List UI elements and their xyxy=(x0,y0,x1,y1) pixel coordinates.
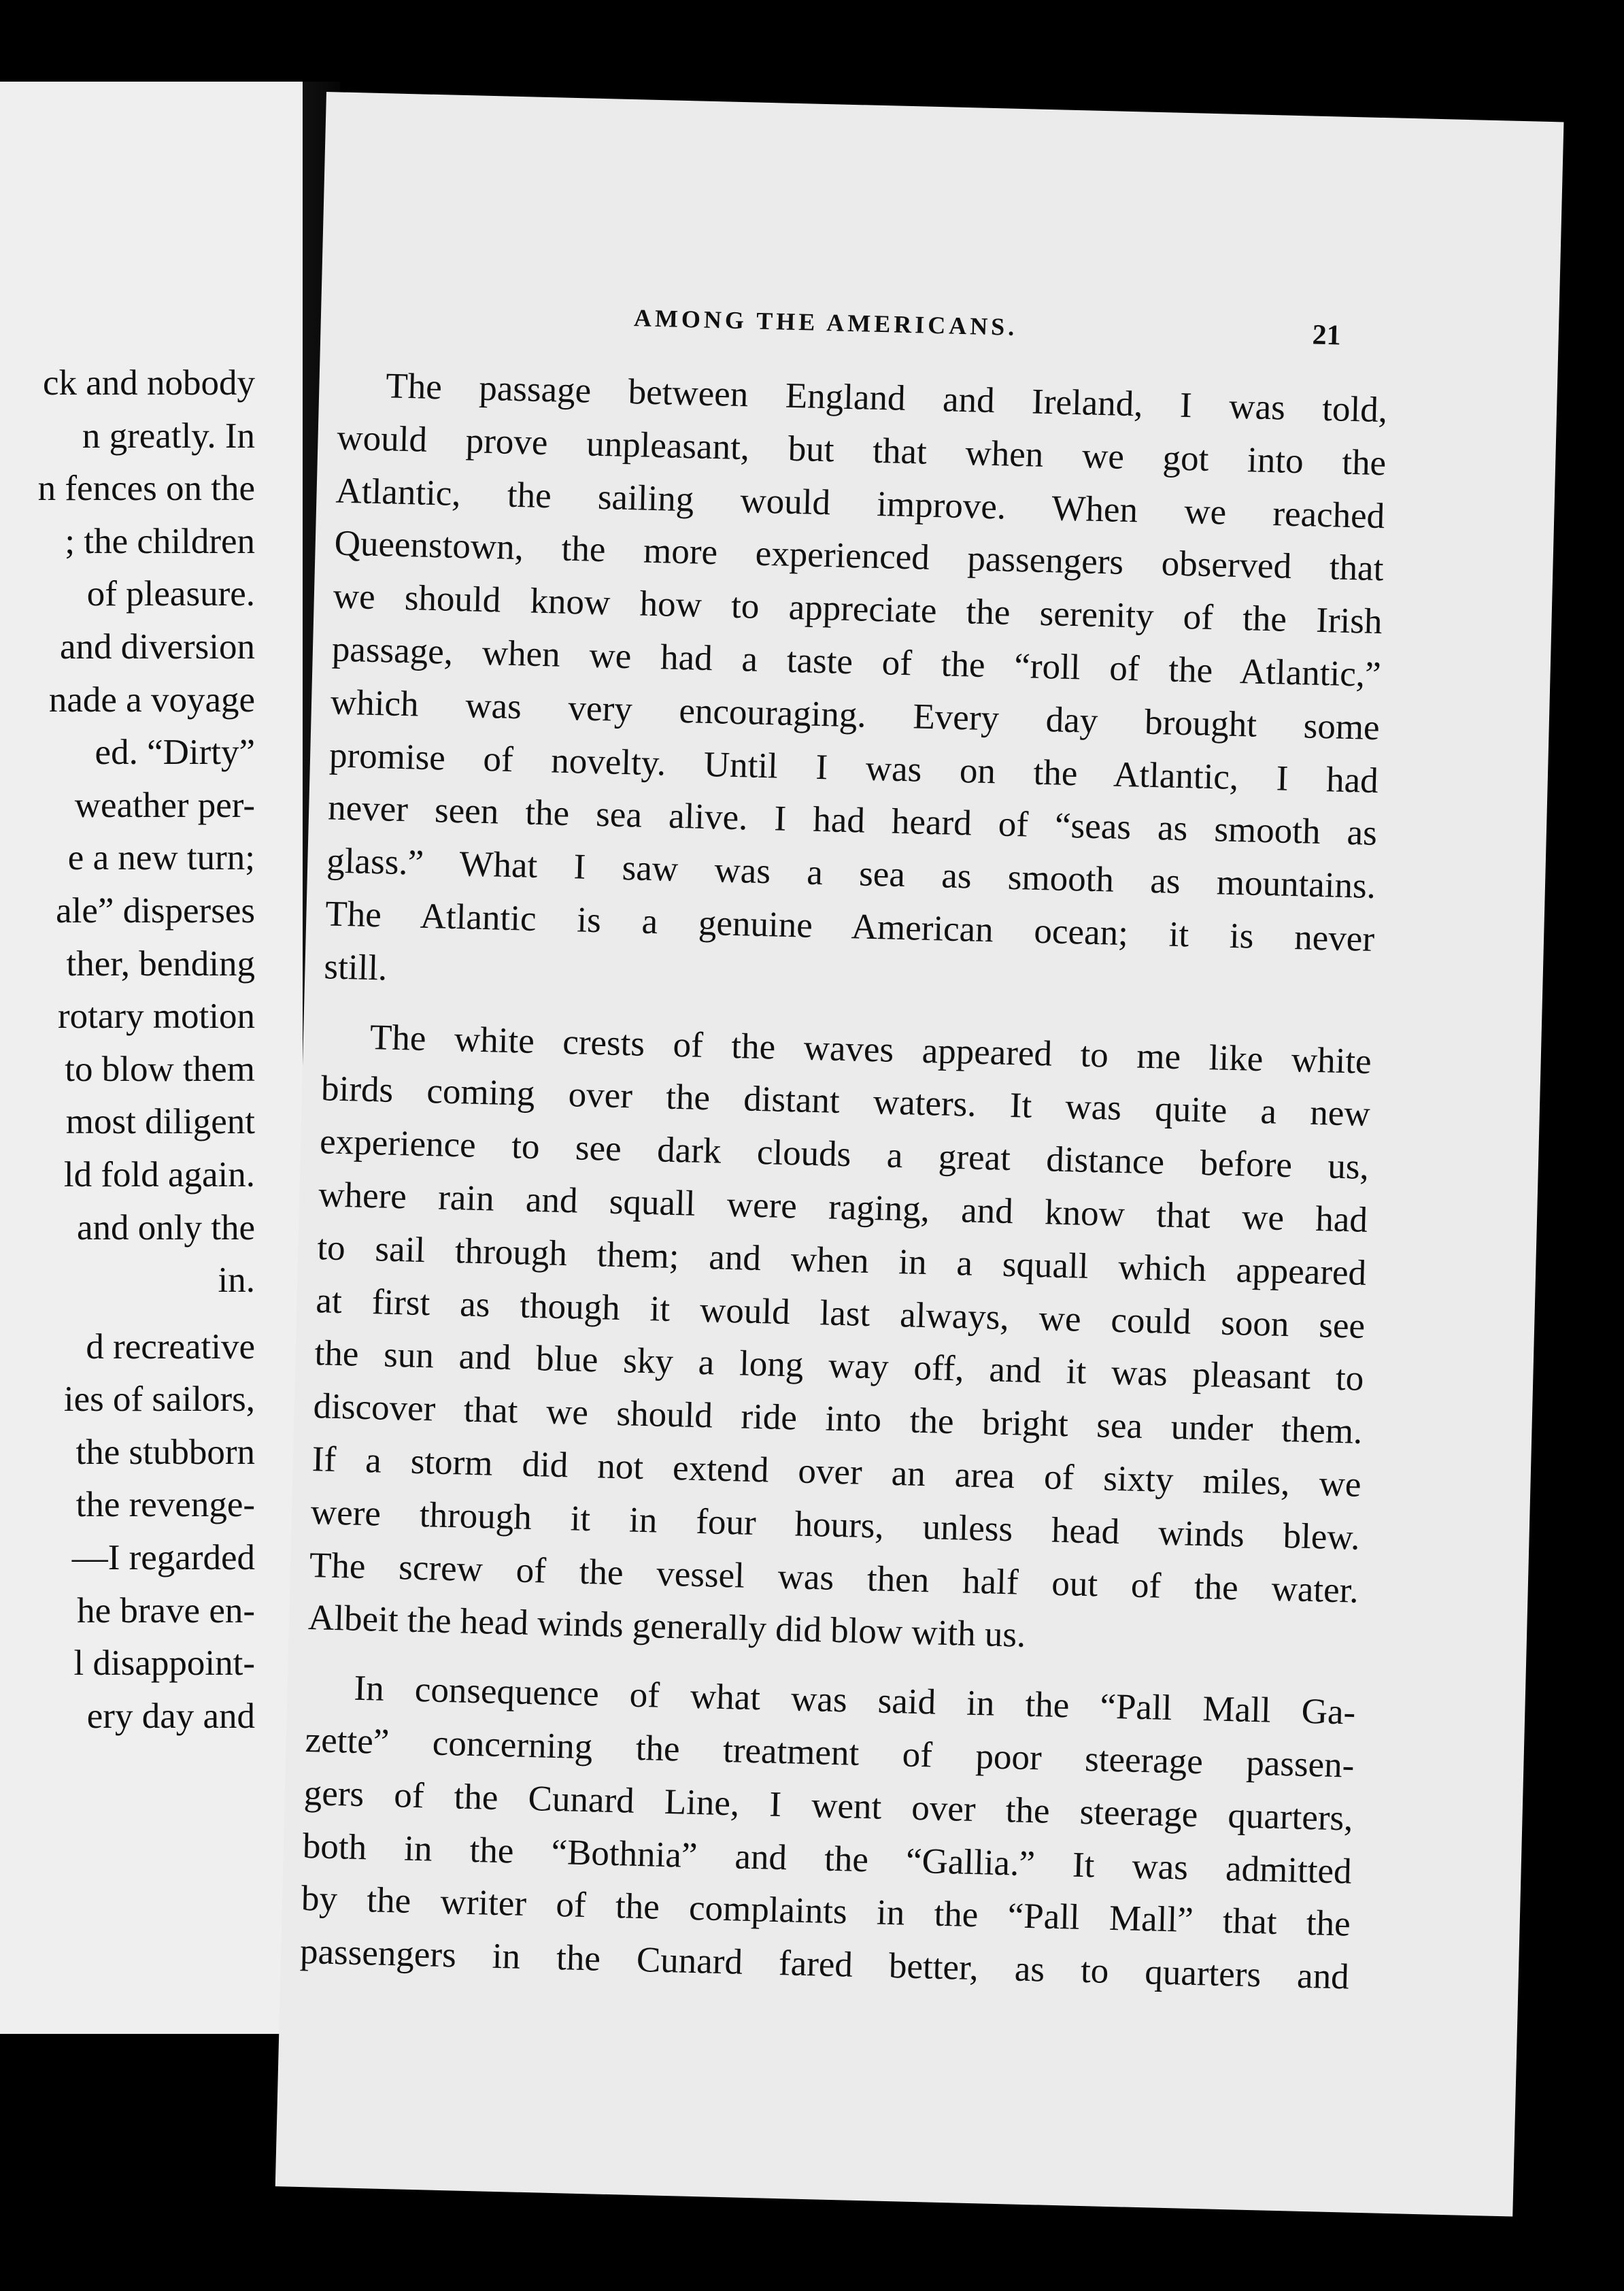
left-page-line: the revenge- xyxy=(75,1485,255,1525)
left-page-line: ies of sailors, xyxy=(63,1379,255,1420)
left-page-line: e a new turn; xyxy=(67,838,255,878)
text-line: In consequence of what was said in the “Pall Mall Ga- xyxy=(353,1668,1356,1733)
left-page-line: ale” disperses xyxy=(56,890,255,931)
page-number: 21 xyxy=(1312,319,1342,352)
text-line: passengers in the Cunard fared better, as to quarters and xyxy=(299,1931,1350,1997)
left-page-line: ld fold again. xyxy=(63,1154,255,1194)
left-page-line: ck and nobody xyxy=(42,363,255,403)
text-line: experience to see dark clouds a great distance before us, xyxy=(319,1122,1370,1188)
left-page-line: nade a voyage xyxy=(48,680,255,720)
text-line: by the writer of the complaints in the “Pall Mall” that the xyxy=(301,1879,1351,1944)
left-page-line: and diversion xyxy=(59,626,255,667)
left-page-line: in. xyxy=(218,1260,255,1301)
left-page xyxy=(0,82,303,2034)
text-line: The passage between England and Ireland, I was told, xyxy=(385,366,1388,431)
left-page-line: —I regarded xyxy=(71,1538,255,1578)
right-page xyxy=(275,92,1564,2217)
text-line: gers of the Cunard Line, I went over the steerage quarters, xyxy=(303,1773,1354,1839)
text-line: Queenstown, the more experienced passengers observed that xyxy=(334,523,1385,589)
left-page-line: to blow them xyxy=(65,1049,255,1089)
paragraph xyxy=(299,1661,1356,2004)
paragraph xyxy=(307,1010,1372,1671)
left-page-line: ; the children xyxy=(65,521,255,561)
text-line: both in the “Bothnia” and the “Gallia.” It was admitted xyxy=(302,1826,1353,1892)
text-line: would prove unpleasant, but that when we got into the xyxy=(336,418,1387,484)
text-line: never seen the sea alive. I had heard of “seas as smooth as xyxy=(327,788,1378,854)
text-line: we should know how to appreciate the serenity of the Irish xyxy=(333,576,1383,642)
text-line: passage, when we had a taste of the “roll of the Atlantic,” xyxy=(331,629,1382,695)
text-line: where rain and squall were raging, and know that we had xyxy=(318,1175,1368,1240)
left-page-line: rotary motion xyxy=(58,997,255,1037)
paragraph-gap xyxy=(0,1307,255,1321)
text-line: glass.” What I saw was a sea as smooth as mountains. xyxy=(326,841,1376,907)
text-line: were through it in four hours, unless head winds blew. xyxy=(310,1492,1361,1558)
body-text xyxy=(299,359,1388,2005)
left-page-line: d recreative xyxy=(86,1326,255,1367)
left-page-line: of pleasure. xyxy=(86,574,255,614)
text-line: Atlantic, the sailing would improve. When we reached xyxy=(335,471,1385,536)
text-line: The screw of the vessel was then half out of the water. xyxy=(309,1545,1359,1611)
text-line: to sail through them; and when in a squall which appeared xyxy=(316,1227,1367,1293)
text-line: at first as though it would last always, we could soon see xyxy=(315,1280,1366,1346)
left-page-line: ery day and xyxy=(86,1696,255,1736)
text-line: zette” concerning the treatment of poor steerage passen- xyxy=(305,1720,1355,1786)
text-line: promise of novelty. Until I was on the Atlantic, I had xyxy=(328,735,1379,801)
text-line: The white crests of the waves appeared to me like white xyxy=(369,1017,1372,1082)
text-line: birds coming over the distant waters. It was quite a new xyxy=(320,1069,1371,1135)
text-line: Albeit the head winds generally did blow with us. xyxy=(307,1598,1026,1656)
text-line: the sun and blue sky a long way off, and it was pleasant to xyxy=(314,1333,1364,1399)
text-line: still. xyxy=(323,947,388,988)
left-page-line: l disappoint- xyxy=(73,1643,255,1684)
text-line: The Atlantic is a genuine American ocean; it is never xyxy=(324,894,1375,959)
left-page-text xyxy=(0,357,255,1743)
left-page-line: ther, bending xyxy=(66,943,255,984)
text-line: discover that we should ride into the bright sea under them. xyxy=(313,1386,1364,1452)
left-page-line: n fences on the xyxy=(37,469,255,509)
running-head: AMONG THE AMERICANS. xyxy=(633,304,1018,341)
text-line: which was very encouraging. Every day brought some xyxy=(330,682,1381,748)
text-line: If a storm did not extend over an area of sixty miles, we xyxy=(311,1439,1362,1505)
left-page-line: ed. “Dirty” xyxy=(95,733,255,773)
paragraph xyxy=(324,359,1388,1020)
left-page-line: he brave en- xyxy=(77,1590,255,1631)
left-page-line: and only the xyxy=(77,1207,255,1248)
left-page-line: the stubborn xyxy=(75,1432,255,1472)
left-page-line: most diligent xyxy=(65,1102,255,1142)
left-page-line: n greatly. In xyxy=(82,416,255,456)
left-page-line: weather per- xyxy=(74,785,255,825)
